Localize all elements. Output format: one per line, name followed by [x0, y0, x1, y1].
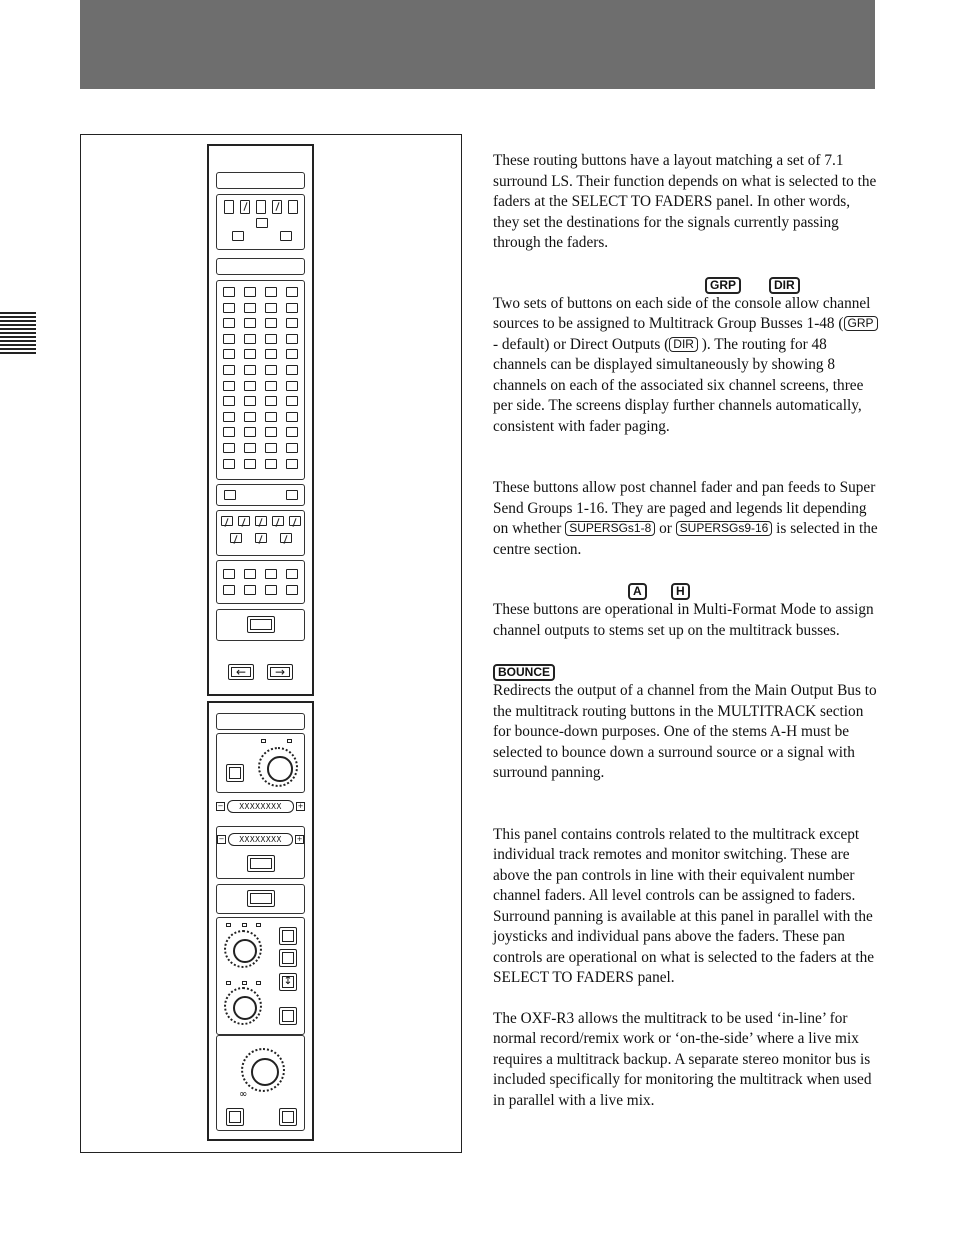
routing-button[interactable] [240, 200, 250, 214]
dir-key: DIR [669, 337, 698, 352]
group-routing-button[interactable] [265, 287, 277, 297]
routing-button[interactable] [232, 231, 244, 241]
indicator-led [256, 981, 261, 985]
text-run: These buttons allow post channel fader and pan feeds to Super Send Groups 1-16. They are paged and legends lit depending on whether [493, 479, 876, 537]
stem-button[interactable] [244, 569, 256, 579]
legend-row-bounce [493, 661, 878, 681]
group-routing-button[interactable] [244, 334, 256, 344]
grp-dir-select-section [216, 484, 305, 506]
indicator-led [242, 981, 247, 985]
group-routing-button[interactable] [244, 412, 256, 422]
group-routing-button[interactable] [265, 396, 277, 406]
group-routing-button[interactable] [244, 427, 256, 437]
routing-button[interactable] [288, 200, 298, 214]
group-routing-button[interactable] [244, 365, 256, 375]
level-knob[interactable] [258, 747, 298, 787]
supersgs9-16-key: SUPERSGs9-16 [676, 521, 773, 536]
group-routing-button[interactable] [244, 287, 256, 297]
stem-button[interactable] [223, 585, 235, 595]
infinity-icon: ∞ [239, 1089, 248, 1100]
grp-key: GRP [844, 316, 878, 331]
pan-button[interactable] [279, 1007, 297, 1025]
group-routing-button[interactable] [223, 459, 235, 469]
routing-button[interactable] [256, 218, 268, 228]
group-routing-button[interactable] [286, 396, 298, 406]
paragraph-grp-dir [493, 294, 878, 438]
group-routing-button[interactable] [244, 349, 256, 359]
grp-button[interactable] [224, 490, 236, 500]
group-routing-button[interactable] [265, 459, 277, 469]
paragraph-routing: These routing buttons have a layout matching a set of 7.1 surround LS. Their function depends on what is selected to the faders at the SELECT TO FADERS panel. In other words, they set the destinations for the signals currently passing through the faders. [493, 152, 877, 251]
group-routing-button[interactable] [244, 381, 256, 391]
channel-strip-upper [207, 144, 314, 696]
record-button[interactable] [247, 890, 275, 907]
super-send-button[interactable] [272, 516, 284, 526]
group-routing-button[interactable] [265, 381, 277, 391]
group-routing-button[interactable] [244, 396, 256, 406]
routing-button[interactable] [224, 200, 234, 214]
header-bar [80, 0, 875, 89]
monitor-section [216, 1035, 305, 1131]
group-routing-button[interactable] [223, 412, 235, 422]
stem-button[interactable] [286, 569, 298, 579]
routing-button[interactable] [272, 200, 282, 214]
group-routing-button[interactable] [223, 287, 235, 297]
plus-icon[interactable]: + [297, 802, 304, 810]
channel-strip-lower [207, 701, 314, 1141]
supersgs1-8-key: SUPERSGs1-8 [565, 521, 655, 536]
super-send-button[interactable] [221, 516, 233, 526]
super-send-button[interactable] [255, 516, 267, 526]
indicator-led [242, 923, 247, 927]
display-text: XXXXXXXX [228, 833, 293, 846]
updown-icon: ↕ [283, 974, 293, 987]
stem-button[interactable] [265, 585, 277, 595]
plus-icon[interactable]: + [296, 835, 303, 843]
routing-button[interactable] [256, 200, 266, 214]
page-right-button[interactable] [267, 664, 293, 680]
group-routing-button[interactable] [244, 459, 256, 469]
track-display [216, 800, 305, 816]
group-routing-button[interactable] [265, 427, 277, 437]
pan-button[interactable] [279, 949, 297, 967]
multitrack-level-section [216, 733, 305, 793]
track-display [217, 833, 304, 849]
group-routing-button[interactable] [223, 334, 235, 344]
section-label [216, 172, 305, 189]
group-routing-button[interactable] [286, 412, 298, 422]
pan-section [216, 917, 305, 1035]
group-routing-button[interactable] [286, 303, 298, 313]
pan-knob[interactable] [224, 987, 262, 1025]
monitor-level-knob[interactable] [241, 1048, 285, 1092]
super-send-button[interactable] [230, 533, 242, 543]
minus-icon[interactable]: − [217, 802, 224, 810]
bounce-button[interactable] [247, 616, 275, 633]
text-run: or [655, 520, 676, 537]
paragraph-super-send [493, 478, 878, 560]
group-routing-button[interactable] [244, 303, 256, 313]
h-key: H [671, 583, 690, 600]
arrow-left-icon: ← [235, 665, 247, 679]
arrow-right-icon: → [274, 665, 286, 679]
legend-row-grp-dir [493, 274, 878, 294]
multitrack-button[interactable] [226, 764, 244, 782]
group-routing-button[interactable] [286, 334, 298, 344]
minus-icon[interactable]: − [218, 835, 225, 843]
monitor-button[interactable] [226, 1108, 244, 1126]
super-send-button[interactable] [238, 516, 250, 526]
chapter-tab [0, 312, 36, 356]
indicator-led [226, 981, 231, 985]
text-run: is selected in the centre section. [493, 520, 878, 558]
pan-button[interactable] [279, 927, 297, 945]
group-routing-button[interactable] [265, 443, 277, 453]
group-routing-button[interactable] [265, 303, 277, 313]
text-run: - default) or Direct Outputs ( [493, 335, 670, 353]
group-routing-button[interactable] [223, 318, 235, 328]
indicator-led [226, 923, 231, 927]
paragraph-panel: This panel contains controls related to the multitrack except individual track remotes and monitor switching. These are above the pan controls in line with their equivalent number channel faders. All level controls can be assigned to faders. Surround panning is available at this panel in parallel with the joysticks and individual pans above the faders. These pan controls are operational on what is selected to the faders at the SELECT TO FADERS panel. [493, 825, 875, 986]
track-button[interactable] [247, 855, 275, 872]
group-routing-button[interactable] [265, 365, 277, 375]
group-routing-button[interactable] [286, 318, 298, 328]
a-key: A [628, 583, 647, 600]
group-routing-grid [216, 280, 305, 480]
indicator-led [256, 923, 261, 927]
surround-routing-section [216, 194, 305, 250]
paragraph-bounce: Redirects the output of a channel from the Main Output Bus to the multitrack routing buttons in the MULTITRACK section for bounce-down purposes. One of the stems A-H must be selected to bounce down a surround source or a signal with surround panning. [493, 682, 877, 781]
group-routing-button[interactable] [286, 459, 298, 469]
bounce-section [216, 609, 305, 641]
updown-button[interactable] [279, 973, 297, 991]
paragraph-multiformat: These buttons are operational in Multi-Format Mode to assign channel outputs to stems set up on the multitrack busses. [493, 601, 874, 639]
indicator-led [261, 739, 266, 743]
paragraph-oxf: The OXF-R3 allows the multitrack to be used ‘in-line’ for normal record/remix work or ‘on-the-side’ where a live mix requires a multitrack backup. A separate stereo monitor bus is included specifically for monitoring the multitrack when used in parallel with a live mix. [493, 1009, 872, 1109]
group-routing-button[interactable] [223, 303, 235, 313]
group-routing-button[interactable] [223, 381, 235, 391]
monitor-button[interactable] [279, 1108, 297, 1126]
group-routing-button[interactable] [244, 318, 256, 328]
dir-button[interactable] [286, 490, 298, 500]
section-label [216, 713, 305, 730]
text-run: ). The routing for 48 channels can be displayed simultaneously by showing 8 channels on each of the associated six channel screens, three per side. The screens display further channels automatically, consistent with fader paging. [493, 335, 864, 435]
group-routing-button[interactable] [223, 396, 235, 406]
group-routing-button[interactable] [286, 427, 298, 437]
group-routing-button[interactable] [286, 443, 298, 453]
record-section [216, 884, 305, 914]
stem-button[interactable] [265, 569, 277, 579]
page-left-button[interactable] [228, 664, 254, 680]
super-send-button[interactable] [289, 516, 301, 526]
group-routing-button[interactable] [286, 349, 298, 359]
stem-button[interactable] [223, 569, 235, 579]
group-routing-button[interactable] [223, 427, 235, 437]
group-routing-button[interactable] [265, 412, 277, 422]
bounce-key: BOUNCE [493, 664, 555, 681]
indicator-led [287, 739, 292, 743]
group-routing-button[interactable] [265, 334, 277, 344]
group-routing-button[interactable] [244, 443, 256, 453]
pan-knob[interactable] [224, 930, 262, 968]
group-routing-button[interactable] [286, 365, 298, 375]
group-routing-button[interactable] [286, 381, 298, 391]
text-column [493, 151, 878, 1111]
routing-button[interactable] [280, 231, 292, 241]
group-routing-button[interactable] [223, 365, 235, 375]
display-text: XXXXXXXX [227, 800, 294, 813]
group-routing-button[interactable] [223, 443, 235, 453]
grp-key: GRP [705, 277, 741, 294]
super-send-button[interactable] [255, 533, 267, 543]
group-routing-button[interactable] [265, 318, 277, 328]
stem-select-section [216, 560, 305, 604]
text-run: Two sets of buttons on each side of the console allow channel sources to be assigned to Multitrack Group Busses 1-48 ( [493, 294, 871, 332]
section-label [216, 258, 305, 275]
dir-key: DIR [769, 277, 800, 294]
group-routing-button[interactable] [223, 349, 235, 359]
stem-button[interactable] [286, 585, 298, 595]
super-send-section [216, 510, 305, 556]
legend-row-a-h [493, 580, 878, 600]
super-send-button[interactable] [280, 533, 292, 543]
track-select-section [216, 826, 305, 879]
group-routing-button[interactable] [265, 349, 277, 359]
stem-button[interactable] [244, 585, 256, 595]
group-routing-button[interactable] [286, 287, 298, 297]
